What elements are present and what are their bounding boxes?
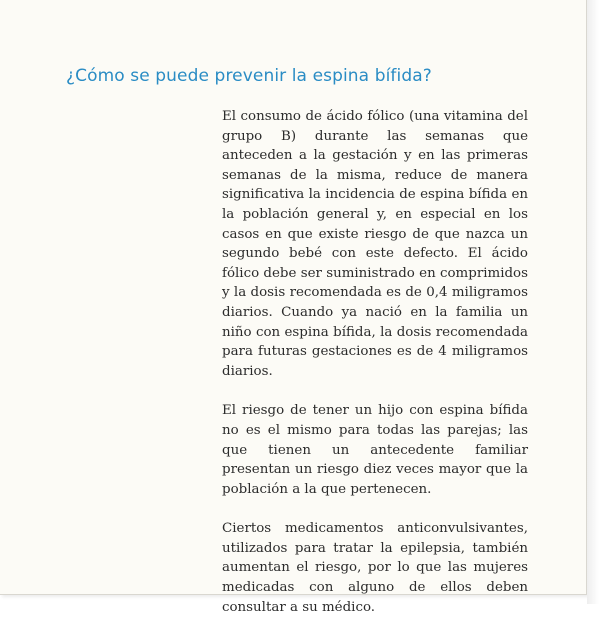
section-heading: ¿Cómo se puede prevenir la espina bífida? <box>66 66 432 86</box>
scan-margin <box>587 0 599 604</box>
body-text <box>222 107 528 617</box>
paragraph-folic-acid: El consumo de ácido fólico (una vitamina del grupo B) durante las semanas que anteceden a la gestación y en las primeras semanas de la misma, reduce de manera significativa la incidencia de espina bífida en la población general y, en especial en los casos en que existe riesgo de que nazca un segundo bebé con este defecto. El ácido fólico debe ser suministrado en comprimidos y la dosis recomendada es de 0,4 miligramos diarios. Cuando ya nació en la familia un niño con espina bífida, la dosis recomendada para futuras gestaciones es de 4 miligramos diarios. <box>222 109 528 379</box>
paragraph-medications: Ciertos medicamentos anticonvulsivantes, utilizados para tratar la epilepsia, también aumentan el riesgo, por lo que las mujeres medicadas con alguno de ellos deben consultar a su médico. <box>222 521 528 615</box>
paragraph-family-risk: El riesgo de tener un hijo con espina bífida no es el mismo para todas las parejas; las que tienen un antecedente familiar presentan un riesgo diez veces mayor que la población a la que pertenecen. <box>222 403 528 497</box>
